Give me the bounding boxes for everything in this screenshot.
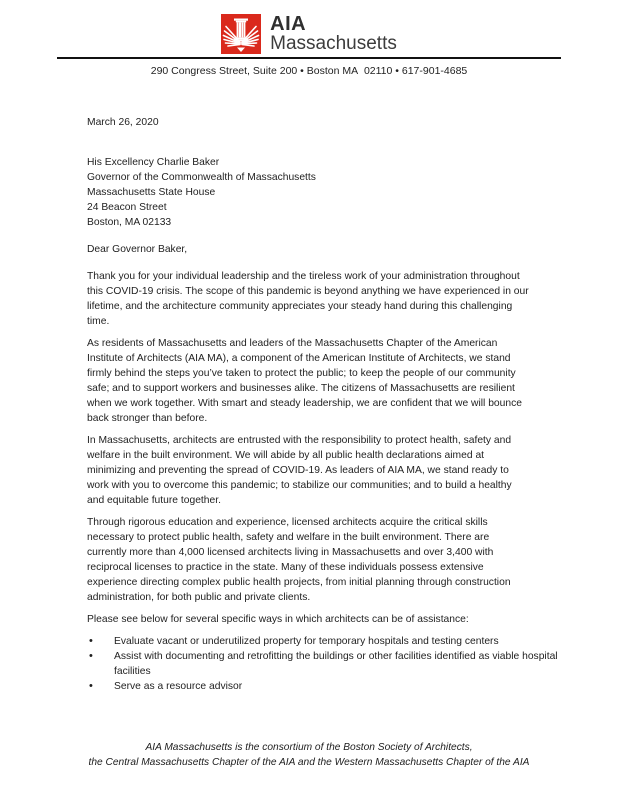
paragraph-5: Please see below for several specific ways in which architects can be of assistance: — [87, 614, 469, 625]
letterhead-address: 290 Congress Street, Suite 200 • Boston MA 02110 • 617-901-4685 — [150, 65, 468, 77]
footer-consortium — [0, 740, 618, 770]
bullet-item-3: • Serve as a resource advisor — [87, 679, 565, 694]
date-line: March 26, 2020 — [87, 117, 159, 128]
recipient-address-line1: Massachusetts State House — [87, 187, 216, 198]
paragraph-4: Through rigorous education and experience, licensed architects acquire the critical skills necessary to protect public health, safety and welfare in the built environment. There are currently more than 4,000 licensed architects living in Massachusetts and over 3,400 with reciprocal licenses to practice in the state. Many of these individuals possess extensive experience directing complex public health projects, from initial planning through construction administration, for both public and private clients. — [87, 517, 511, 603]
recipient-address-line2: 24 Beacon Street — [87, 202, 167, 213]
aia-logo-wordmark — [270, 14, 397, 54]
paragraph-3: In Massachusetts, architects are entrusted with the responsibility to protect health, safety and welfare in the built environment. We will abide by all public health declarations aimed at minimizing and preventing the spread of COVID-19. As leaders of AIA MA, we stand ready to work with you to overcome this pandemic; to stabilize our communities; and to build a healthy and equitable future together. — [87, 435, 512, 506]
recipient-block — [87, 155, 531, 230]
recipient-address-line3: Boston, MA 02133 — [87, 217, 172, 228]
bullet-item-2: • Assist with documenting and retrofitting the buildings or other facilities identified as viable hospital facilities — [87, 649, 565, 679]
aia-eagle-column-icon — [221, 14, 261, 54]
letterhead-rule — [57, 57, 561, 59]
recipient-name: His Excellency Charlie Baker — [87, 157, 220, 168]
aia-logo-mark — [221, 14, 261, 54]
recipient-title: Governor of the Commonwealth of Massachusetts — [87, 172, 316, 183]
aia-logo — [0, 14, 618, 54]
logo-wordmark-line2: Massachusetts — [270, 33, 397, 54]
paragraph-2: As residents of Massachusetts and leaders of the Massachusetts Chapter of the American Institute of Architects (AIA MA), a component of the American Institute of Architects, we stand firmly behind the steps you’ve taken to protect the public; to keep the people of our community safe; and to support workers and businesses alike. The citizens of Massachusetts are resilient when we work together. With smart and steady leadership, we are confident that we will bounce back stronger than before. — [87, 338, 522, 424]
footer-consortium-line2: the Central Massachusetts Chapter of the AIA and the Western Massachusetts Chapter of the AIA — [88, 757, 530, 768]
bullet-item-1: • Evaluate vacant or underutilized property for temporary hospitals and testing centers — [87, 634, 565, 649]
salutation: Dear Governor Baker, — [87, 244, 188, 255]
logo-wordmark-line1: AIA — [270, 13, 307, 35]
bullet-list — [87, 634, 565, 694]
paragraph-1: Thank you for your individual leadership and the tireless work of your administration throughout this COVID-19 crisis. The scope of this pandemic is beyond anything we have experienced in our lifetime, and the architecture community appreciates your steady hand during this challenging time. — [87, 271, 529, 327]
letterhead — [0, 0, 618, 77]
letter-body — [0, 115, 618, 694]
footer-consortium-line1: AIA Massachusetts is the consortium of the Boston Society of Architects, — [145, 742, 473, 753]
